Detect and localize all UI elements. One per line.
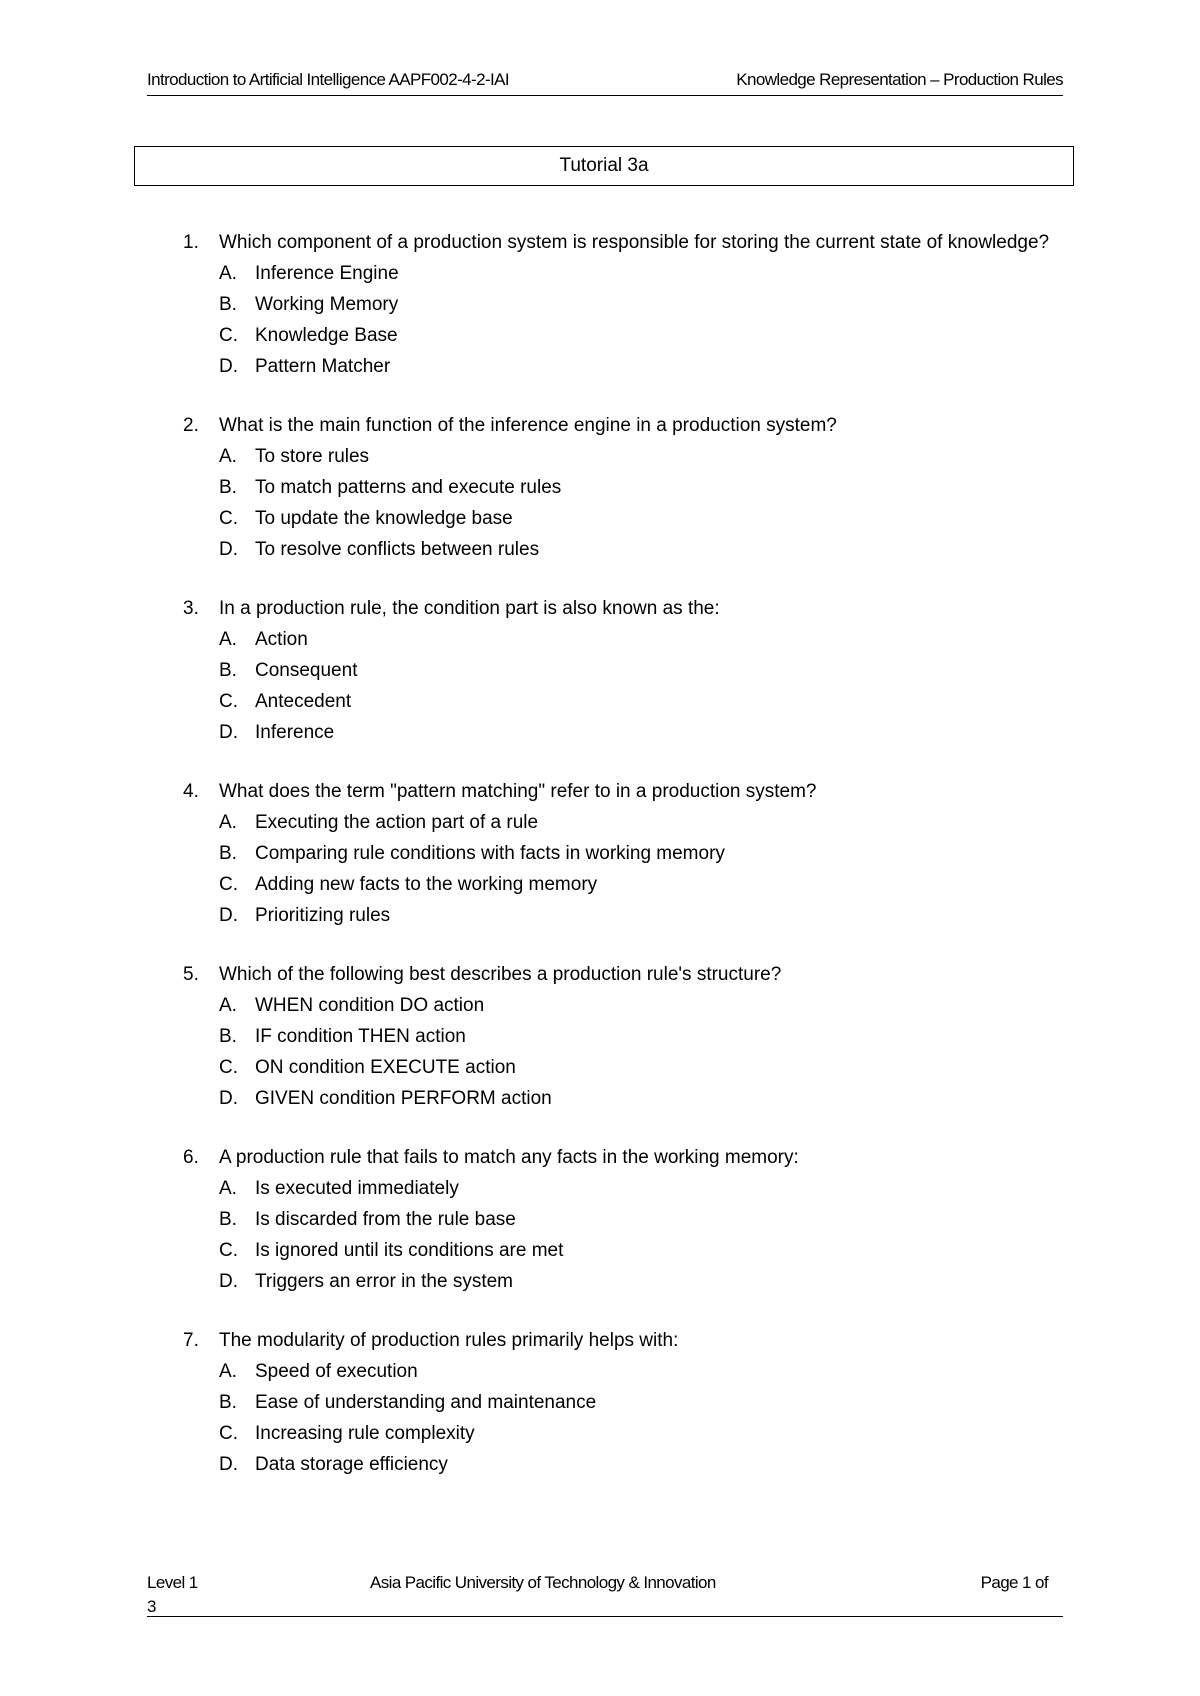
question-row: [183, 1142, 1063, 1173]
option-text: Increasing rule complexity: [255, 1423, 475, 1444]
option-item: [219, 1083, 1063, 1114]
question-number: 1.: [183, 232, 199, 253]
question-row: [183, 593, 1063, 624]
question-item: [183, 1142, 1063, 1297]
tutorial-title: Tutorial 3a: [559, 155, 649, 176]
option-text: To store rules: [255, 446, 370, 467]
option-text: Prioritizing rules: [255, 905, 391, 926]
question-text: Which component of a production system is responsible for storing the current state of knowledge?: [219, 232, 1050, 253]
option-text: Triggers an error in the system: [255, 1271, 513, 1292]
option-letter: C.: [219, 691, 238, 712]
question-number: 3.: [183, 598, 199, 619]
option-text: Antecedent: [255, 691, 352, 712]
option-item: [219, 351, 1063, 382]
header-topic-title: Knowledge Representation – Production Rules: [736, 70, 1063, 89]
footer-page-number: Page 1 of: [980, 1573, 1048, 1592]
question-row: [183, 1325, 1063, 1356]
header-course-title: Introduction to Artificial Intelligence AAPF002-4-2-IAI: [147, 70, 509, 89]
option-item: [219, 1173, 1063, 1204]
question-row: [183, 959, 1063, 990]
question-number: 7.: [183, 1330, 199, 1351]
option-item: [219, 289, 1063, 320]
option-text: Is ignored until its conditions are met: [255, 1240, 564, 1261]
question-text: A production rule that fails to match any facts in the working memory:: [219, 1147, 799, 1168]
option-item: [219, 807, 1063, 838]
option-item: [219, 1052, 1063, 1083]
option-letter: B.: [219, 477, 237, 498]
option-list: [219, 441, 1063, 565]
option-list: [219, 258, 1063, 382]
option-item: [219, 838, 1063, 869]
option-letter: C.: [219, 508, 238, 529]
option-item: [219, 534, 1063, 565]
option-letter: B.: [219, 843, 237, 864]
option-letter: C.: [219, 1240, 238, 1261]
option-letter: A.: [219, 1361, 237, 1382]
option-text: To resolve conflicts between rules: [255, 539, 540, 560]
question-row: [183, 227, 1063, 258]
option-letter: B.: [219, 1209, 237, 1230]
option-letter: D.: [219, 1088, 238, 1109]
question-item: [183, 776, 1063, 931]
option-text: IF condition THEN action: [255, 1026, 466, 1047]
question-text: The modularity of production rules primarily helps with:: [219, 1330, 679, 1351]
question-item: [183, 593, 1063, 748]
option-letter: C.: [219, 1057, 238, 1078]
option-item: [219, 503, 1063, 534]
option-item: [219, 1387, 1063, 1418]
option-item: [219, 869, 1063, 900]
option-item: [219, 624, 1063, 655]
option-letter: A.: [219, 629, 237, 650]
option-text: ON condition EXECUTE action: [255, 1057, 516, 1078]
question-item: [183, 410, 1063, 565]
option-text: To update the knowledge base: [255, 508, 513, 529]
question-item: [183, 959, 1063, 1114]
option-text: Inference: [255, 722, 335, 743]
option-letter: A.: [219, 1178, 237, 1199]
option-item: [219, 900, 1063, 931]
option-letter: A.: [219, 263, 237, 284]
option-letter: A.: [219, 446, 237, 467]
footer-page-total: 3: [147, 1597, 156, 1616]
option-text: Action: [255, 629, 308, 650]
option-list: [219, 990, 1063, 1114]
header-rule: [147, 95, 1063, 96]
option-text: Knowledge Base: [255, 325, 398, 346]
option-item: [219, 1266, 1063, 1297]
question-number: 5.: [183, 964, 199, 985]
option-item: [219, 320, 1063, 351]
option-list: [219, 1173, 1063, 1297]
option-letter: B.: [219, 660, 237, 681]
option-list: [219, 807, 1063, 931]
option-letter: D.: [219, 539, 238, 560]
option-text: Data storage efficiency: [255, 1454, 448, 1475]
option-text: Is executed immediately: [255, 1178, 459, 1199]
question-item: [183, 1325, 1063, 1480]
question-text: In a production rule, the condition part is also known as the:: [219, 598, 720, 619]
question-row: [183, 776, 1063, 807]
question-item: [183, 227, 1063, 382]
option-letter: A.: [219, 812, 237, 833]
option-text: GIVEN condition PERFORM action: [255, 1088, 552, 1109]
option-item: [219, 655, 1063, 686]
option-text: Ease of understanding and maintenance: [255, 1392, 597, 1413]
option-item: [219, 258, 1063, 289]
option-text: Consequent: [255, 660, 358, 681]
option-letter: B.: [219, 1026, 237, 1047]
question-text: What is the main function of the inference engine in a production system?: [219, 415, 837, 436]
option-text: Inference Engine: [255, 263, 399, 284]
option-text: Is discarded from the rule base: [255, 1209, 516, 1230]
question-row: [183, 410, 1063, 441]
option-text: Adding new facts to the working memory: [255, 874, 598, 895]
question-number: 6.: [183, 1147, 199, 1168]
tutorial-title-box: [134, 146, 1074, 186]
question-list: [183, 227, 1063, 1508]
question-text: Which of the following best describes a production rule's structure?: [219, 964, 782, 985]
option-item: [219, 1235, 1063, 1266]
option-letter: B.: [219, 294, 237, 315]
option-item: [219, 472, 1063, 503]
footer-level: Level 1: [147, 1573, 198, 1592]
option-item: [219, 990, 1063, 1021]
option-item: [219, 1204, 1063, 1235]
footer-rule: [147, 1616, 1063, 1617]
option-letter: B.: [219, 1392, 237, 1413]
option-list: [219, 1356, 1063, 1480]
option-item: [219, 1356, 1063, 1387]
option-letter: D.: [219, 1271, 238, 1292]
option-text: Pattern Matcher: [255, 356, 391, 377]
option-letter: D.: [219, 356, 238, 377]
option-letter: D.: [219, 1454, 238, 1475]
option-letter: D.: [219, 905, 238, 926]
question-number: 4.: [183, 781, 199, 802]
footer-institution: Asia Pacific University of Technology & Innovation: [370, 1573, 716, 1592]
question-text: What does the term "pattern matching" refer to in a production system?: [219, 781, 817, 802]
option-text: Working Memory: [255, 294, 399, 315]
option-text: Speed of execution: [255, 1361, 418, 1382]
option-letter: C.: [219, 1423, 238, 1444]
option-list: [219, 624, 1063, 748]
option-letter: D.: [219, 722, 238, 743]
option-text: To match patterns and execute rules: [255, 477, 562, 498]
option-letter: A.: [219, 995, 237, 1016]
option-letter: C.: [219, 325, 238, 346]
option-item: [219, 441, 1063, 472]
option-item: [219, 717, 1063, 748]
question-number: 2.: [183, 415, 199, 436]
option-item: [219, 1418, 1063, 1449]
option-letter: C.: [219, 874, 238, 895]
option-text: Comparing rule conditions with facts in working memory: [255, 843, 725, 864]
option-item: [219, 1449, 1063, 1480]
option-text: Executing the action part of a rule: [255, 812, 539, 833]
option-text: WHEN condition DO action: [255, 995, 485, 1016]
option-item: [219, 1021, 1063, 1052]
option-item: [219, 686, 1063, 717]
